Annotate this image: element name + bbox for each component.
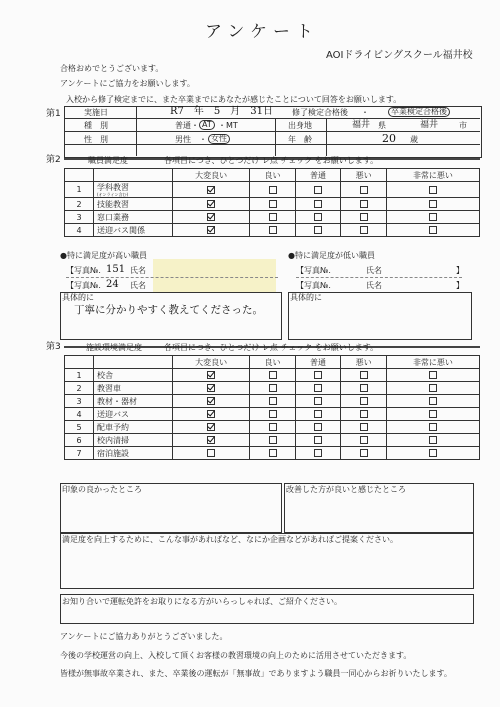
row-number: 2 (65, 382, 94, 395)
rating-cell (173, 447, 250, 460)
row-label (94, 447, 173, 460)
rating-checkbox[interactable] (360, 423, 368, 431)
row-label (94, 408, 173, 421)
col-normal: 普通 (295, 356, 341, 369)
rating-cell (173, 434, 250, 447)
col-normal: 普通 (295, 169, 341, 182)
row-label-text: 送迎バス関係 (97, 225, 145, 235)
intro-line-1: 合格おめでとうございます。 (60, 64, 164, 73)
rating-cell (386, 369, 479, 382)
specific-label-high: 具体的に (62, 293, 94, 302)
rating-checkbox[interactable] (207, 371, 215, 379)
rating-checkbox[interactable] (360, 436, 368, 444)
rating-checkbox[interactable] (429, 397, 437, 405)
rating-cell (173, 369, 250, 382)
footer-line-2: 今後の学校運営の向上、入校して頂くお客様の教習環境の向上のために活用させていただきます。 (60, 651, 412, 660)
low-name-2-label: 氏名 (366, 281, 382, 290)
table-row (65, 224, 480, 237)
col-good: 良い (250, 356, 296, 369)
row-label (94, 421, 173, 434)
table-row (65, 395, 480, 408)
redacted-name-2 (153, 277, 276, 293)
gender-label: 性 別 (84, 135, 108, 144)
rating-cell (250, 408, 296, 421)
rating-cell (386, 408, 479, 421)
high-name-1-label: 氏名 (130, 266, 146, 275)
table-header-row (65, 169, 480, 182)
gender-selected[interactable]: 女性 (208, 134, 230, 144)
redacted-name-1 (153, 259, 276, 277)
row-label-text: 窓口業務 (97, 212, 129, 222)
high-name-2-label: 氏名 (130, 281, 146, 290)
row-label-text: 校内清掃 (97, 435, 129, 445)
row-number: 4 (65, 224, 94, 237)
row-number: 3 (65, 395, 94, 408)
rating-cell (173, 395, 250, 408)
rating-checkbox[interactable] (314, 200, 322, 208)
rating-checkbox[interactable] (360, 410, 368, 418)
high-staff-title: ●特に満足度が高い職員 (60, 251, 147, 260)
rating-cell (386, 198, 479, 211)
rating-cell (341, 182, 387, 198)
rating-cell (295, 211, 341, 224)
rating-checkbox[interactable] (429, 423, 437, 431)
row-number: 4 (65, 408, 94, 421)
rating-cell (341, 382, 387, 395)
rating-checkbox[interactable] (429, 213, 437, 221)
rating-checkbox[interactable] (207, 186, 215, 194)
rating-cell (173, 182, 250, 198)
rating-cell (341, 211, 387, 224)
section-2-instruction: 各項目につき、ひとつだけ レ点 チェック をお願いします。 (164, 156, 379, 165)
rating-cell (295, 369, 341, 382)
rating-cell (295, 182, 341, 198)
row-label-text: 学科教習 (97, 183, 129, 192)
rating-checkbox[interactable] (314, 371, 322, 379)
rating-checkbox[interactable] (207, 384, 215, 392)
low-close-2: 】 (456, 281, 464, 290)
suggestion-label: 満足度を向上するために、こんな事があればなど、なにか企画などがあればご提案ください。 (62, 535, 398, 544)
rating-cell (173, 224, 250, 237)
rating-cell (386, 434, 479, 447)
rating-checkbox[interactable] (269, 200, 277, 208)
row-number: 1 (65, 182, 94, 198)
gender-male: 男性 ・ (175, 135, 207, 144)
row-number: 2 (65, 198, 94, 211)
section-2-number: 第2 (46, 155, 61, 165)
rating-checkbox[interactable] (314, 436, 322, 444)
rating-cell (341, 198, 387, 211)
row-label (94, 224, 173, 237)
low-photo-1-label: 【写真№. (296, 266, 331, 275)
rating-checkbox[interactable] (360, 384, 368, 392)
rating-checkbox[interactable] (314, 213, 322, 221)
row-label (94, 182, 173, 198)
rating-checkbox[interactable] (269, 449, 277, 457)
rating-cell (386, 224, 479, 237)
rating-checkbox[interactable] (269, 384, 277, 392)
exam-label: 修了検定合格後 (292, 108, 348, 117)
rating-checkbox[interactable] (360, 200, 368, 208)
rating-checkbox[interactable] (207, 200, 215, 208)
rating-cell (295, 447, 341, 460)
rating-cell (386, 395, 479, 408)
rating-cell (250, 182, 296, 198)
rating-checkbox[interactable] (429, 410, 437, 418)
row-label (94, 198, 173, 211)
rating-cell (173, 382, 250, 395)
rating-cell (295, 395, 341, 408)
rating-checkbox[interactable] (269, 226, 277, 234)
impl-date-value[interactable]: R7 年 5 月 31日 (170, 106, 273, 117)
rating-checkbox[interactable] (360, 449, 368, 457)
high-photo-2-no[interactable]: 24 (106, 279, 119, 290)
row-label-text: 教材・器材 (97, 396, 137, 406)
facility-satisfaction-table (64, 355, 480, 460)
rating-checkbox[interactable] (269, 213, 277, 221)
rating-checkbox[interactable] (207, 423, 215, 431)
rating-checkbox[interactable] (360, 371, 368, 379)
footer-line-3: 皆様が無事故卒業され、また、卒業後の運転が「無事故」でありますよう職員一同心からお祈りいたします。 (60, 669, 452, 678)
table-row (65, 198, 480, 211)
row-label (94, 395, 173, 408)
rating-checkbox[interactable] (429, 371, 437, 379)
specific-label-low: 具体的に (290, 293, 322, 302)
good-impression-label: 印象の良かったところ (62, 485, 142, 494)
exam-separator: ・ (361, 108, 369, 117)
origin-city[interactable]: 福井 (420, 120, 439, 130)
rating-cell (341, 395, 387, 408)
row-number: 6 (65, 434, 94, 447)
row-number: 7 (65, 447, 94, 460)
rating-cell (173, 198, 250, 211)
rating-cell (250, 421, 296, 434)
rating-cell (250, 447, 296, 460)
rating-cell (295, 434, 341, 447)
rating-checkbox[interactable] (429, 384, 437, 392)
rating-checkbox[interactable] (207, 213, 215, 221)
rating-checkbox[interactable] (269, 436, 277, 444)
low-staff-title: ●特に満足度が低い職員 (288, 251, 375, 260)
col-bad: 悪い (341, 356, 387, 369)
origin-label: 出身地 (288, 121, 312, 130)
rating-cell (386, 447, 479, 460)
rating-checkbox[interactable] (314, 397, 322, 405)
col-very-good: 大変良い (173, 169, 250, 182)
high-photo-1-label: 【写真№. (66, 266, 101, 275)
type-label: 種 別 (84, 121, 108, 130)
row-number: 1 (65, 369, 94, 382)
rating-checkbox[interactable] (269, 186, 277, 194)
rating-checkbox[interactable] (314, 226, 322, 234)
rating-checkbox[interactable] (314, 449, 322, 457)
rating-checkbox[interactable] (269, 410, 277, 418)
low-close-1: 】 (456, 266, 464, 275)
table-row (65, 211, 480, 224)
rating-checkbox[interactable] (207, 436, 215, 444)
rating-cell (250, 211, 296, 224)
school-name: AOIドライビングスクール福井校 (326, 50, 473, 61)
origin-pref[interactable]: 福井 (352, 120, 371, 130)
rating-cell (250, 369, 296, 382)
rating-cell (295, 198, 341, 211)
rating-cell (386, 211, 479, 224)
low-photo-2-label: 【写真№. (296, 281, 331, 290)
rating-cell (386, 382, 479, 395)
pref-unit: 県 (378, 121, 386, 130)
rating-checkbox[interactable] (429, 436, 437, 444)
table-row (65, 182, 480, 198)
col-very-good: 大変良い (173, 356, 250, 369)
rating-checkbox[interactable] (360, 186, 368, 194)
rating-checkbox[interactable] (269, 423, 277, 431)
row-label-text: 配車予約 (97, 422, 129, 432)
table-header-row (65, 356, 480, 369)
city-unit: 市 (459, 121, 467, 130)
col-bad: 悪い (341, 169, 387, 182)
rating-cell (250, 224, 296, 237)
type-value-prefix: 普通・ (175, 121, 199, 130)
rating-cell (295, 408, 341, 421)
rating-checkbox[interactable] (207, 226, 215, 234)
section-1-number: 第1 (46, 109, 61, 119)
row-label (94, 382, 173, 395)
rating-cell (341, 369, 387, 382)
rating-checkbox[interactable] (360, 226, 368, 234)
section-3-title: 施設環境満足度 (86, 343, 142, 352)
intro-line-2: アンケートにご協力をお願いします。 (60, 79, 195, 88)
rating-cell (341, 421, 387, 434)
rating-checkbox[interactable] (207, 410, 215, 418)
rating-checkbox[interactable] (314, 384, 322, 392)
row-label-text: 教習車 (97, 383, 121, 393)
rating-cell (173, 211, 250, 224)
exam-selected[interactable]: 卒業検定合格後 (388, 107, 450, 117)
type-value-suffix: ・MT (218, 121, 238, 130)
age-unit: 歳 (410, 135, 418, 144)
row-label (94, 434, 173, 447)
rating-cell (341, 224, 387, 237)
age-label: 年 齢 (288, 135, 312, 144)
rating-checkbox[interactable] (314, 423, 322, 431)
intro-line-3: 入校から修了検定までに、また卒業までにあなたが感じたことについて回答をお願いします。 (66, 95, 402, 104)
rating-cell (173, 408, 250, 421)
row-label-text: 技能教習 (97, 199, 129, 209)
rating-cell (341, 447, 387, 460)
improve-label: 改善した方が良いと感じたところ (286, 485, 406, 494)
rating-cell (295, 382, 341, 395)
rating-checkbox[interactable] (429, 226, 437, 234)
rating-checkbox[interactable] (429, 186, 437, 194)
table-row (65, 421, 480, 434)
row-number: 5 (65, 421, 94, 434)
table-row (65, 382, 480, 395)
rating-cell (341, 408, 387, 421)
rating-checkbox[interactable] (269, 371, 277, 379)
section-3-number: 第3 (46, 342, 61, 352)
rating-cell (250, 382, 296, 395)
row-label-text: 校舎 (97, 370, 113, 380)
specific-text-high[interactable]: 丁寧に分かりやすく教えてくださった。 (74, 304, 263, 316)
rating-checkbox[interactable] (429, 449, 437, 457)
row-number: 3 (65, 211, 94, 224)
age-value[interactable]: 20 (382, 132, 396, 145)
footer-line-1: アンケートにご協力ありがとうございました。 (60, 632, 228, 641)
table-row (65, 408, 480, 421)
row-label (94, 369, 173, 382)
rating-cell (295, 421, 341, 434)
table-row (65, 434, 480, 447)
rating-cell (173, 421, 250, 434)
col-very-bad: 非常に悪い (386, 356, 479, 369)
table-row (65, 369, 480, 382)
high-photo-1-no[interactable]: 151 (106, 264, 126, 275)
staff-satisfaction-table (64, 168, 480, 237)
rating-cell (386, 182, 479, 198)
impl-date-label: 実施日 (84, 108, 108, 117)
section-2-title: 職員満足度 (88, 156, 128, 165)
rating-cell (341, 434, 387, 447)
row-label-sub: (オンライン含む) (97, 192, 129, 197)
rating-checkbox[interactable] (207, 397, 215, 405)
col-very-bad: 非常に悪い (386, 169, 479, 182)
row-label-text: 送迎バス (97, 409, 129, 419)
table-row (65, 447, 480, 460)
rating-checkbox[interactable] (360, 213, 368, 221)
rating-cell (250, 198, 296, 211)
rating-cell (386, 421, 479, 434)
rating-checkbox[interactable] (314, 186, 322, 194)
rating-checkbox[interactable] (429, 200, 437, 208)
type-selected-at[interactable]: AT (199, 120, 215, 130)
rating-cell (250, 395, 296, 408)
rating-checkbox[interactable] (269, 397, 277, 405)
col-good: 良い (250, 169, 296, 182)
referral-label: お知り合いで運転免許をお取りになる方がいらっしゃれば、ご紹介ください。 (62, 597, 342, 606)
section-3-instruction: 各項目につき、ひとつだけ レ点 チェック をお願いします。 (164, 343, 379, 352)
low-name-1-label: 氏名 (366, 266, 382, 275)
rating-checkbox[interactable] (360, 397, 368, 405)
rating-cell (250, 434, 296, 447)
row-label (94, 211, 173, 224)
rating-checkbox[interactable] (314, 410, 322, 418)
rating-cell (295, 224, 341, 237)
row-label-text: 宿泊施設 (97, 448, 129, 458)
page-title: アンケート (205, 22, 319, 42)
rating-checkbox[interactable] (207, 449, 215, 457)
high-photo-2-label: 【写真№. (66, 281, 101, 290)
